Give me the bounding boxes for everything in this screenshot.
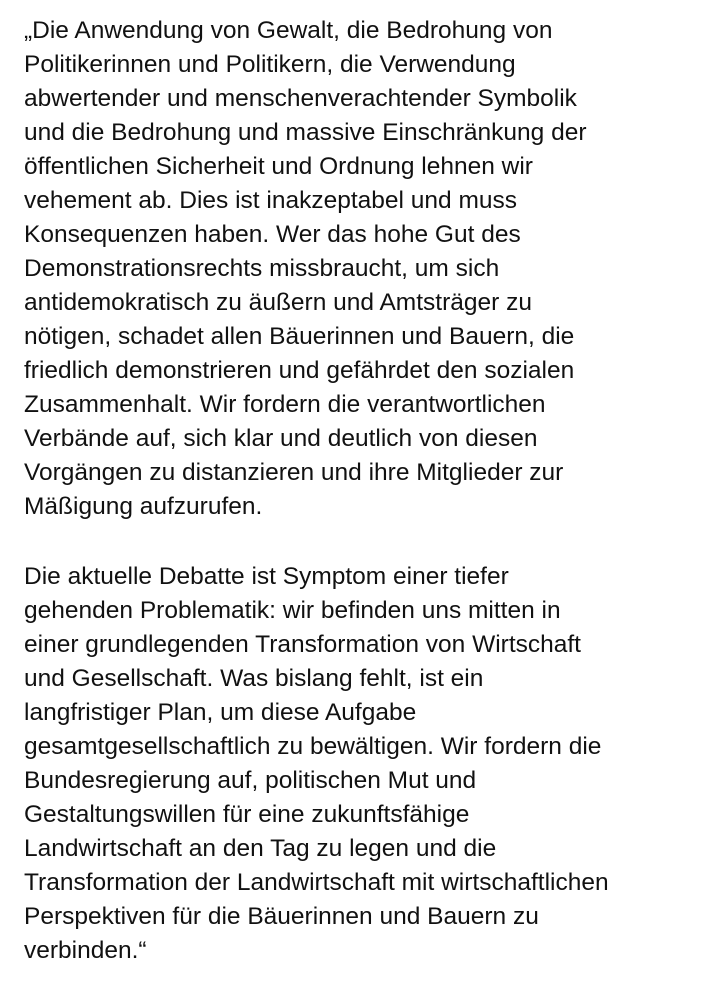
text-line: gehenden Problematik: wir befinden uns mitten in	[24, 597, 561, 624]
text-line: Konsequenzen haben. Wer das hohe Gut des	[24, 221, 521, 248]
text-line: und die Bedrohung und massive Einschränkung der	[24, 119, 587, 146]
text-line: Mäßigung aufzurufen.	[24, 493, 263, 520]
text-line: langfristiger Plan, um diese Aufgabe	[24, 699, 417, 726]
text-line: Transformation der Landwirtschaft mit wirtschaftlichen	[24, 869, 609, 896]
text-line: Verbände auf, sich klar und deutlich von diesen	[24, 425, 538, 452]
text-line: vehement ab. Dies ist inakzeptabel und muss	[24, 187, 517, 214]
text-line: Landwirtschaft an den Tag zu legen und die	[24, 835, 497, 862]
text-line: Die aktuelle Debatte ist Symptom einer tiefer	[24, 563, 509, 590]
text-line: Demonstrationsrechts missbraucht, um sich	[24, 255, 500, 282]
text-line: antidemokratisch zu äußern und Amtsträger zu	[24, 289, 532, 316]
quote-paragraph-2	[24, 560, 694, 968]
text-line: nötigen, schadet allen Bäuerinnen und Bauern, die	[24, 323, 575, 350]
text-line: öffentlichen Sicherheit und Ordnung lehnen wir	[24, 153, 533, 180]
quote-paragraph-1	[24, 14, 694, 524]
text-line: einer grundlegenden Transformation von Wirtschaft	[24, 631, 581, 658]
text-line: Perspektiven für die Bäuerinnen und Bauern zu	[24, 903, 539, 930]
text-line: Bundesregierung auf, politischen Mut und	[24, 767, 477, 794]
text-line: verbinden.“	[24, 937, 147, 964]
text-line: Zusammenhalt. Wir fordern die verantwortlichen	[24, 391, 546, 418]
text-line: und Gesellschaft. Was bislang fehlt, ist ein	[24, 665, 484, 692]
text-line: „Die Anwendung von Gewalt, die Bedrohung von	[24, 17, 553, 44]
text-line: Gestaltungswillen für eine zukunftsfähige	[24, 801, 470, 828]
text-line: abwertender und menschenverachtender Symbolik	[24, 85, 577, 112]
text-line: friedlich demonstrieren und gefährdet den sozialen	[24, 357, 575, 384]
text-line: gesamtgesellschaftlich zu bewältigen. Wir fordern die	[24, 733, 602, 760]
text-line: Politikerinnen und Politikern, die Verwendung	[24, 51, 516, 78]
text-line: Vorgängen zu distanzieren und ihre Mitglieder zur	[24, 459, 564, 486]
